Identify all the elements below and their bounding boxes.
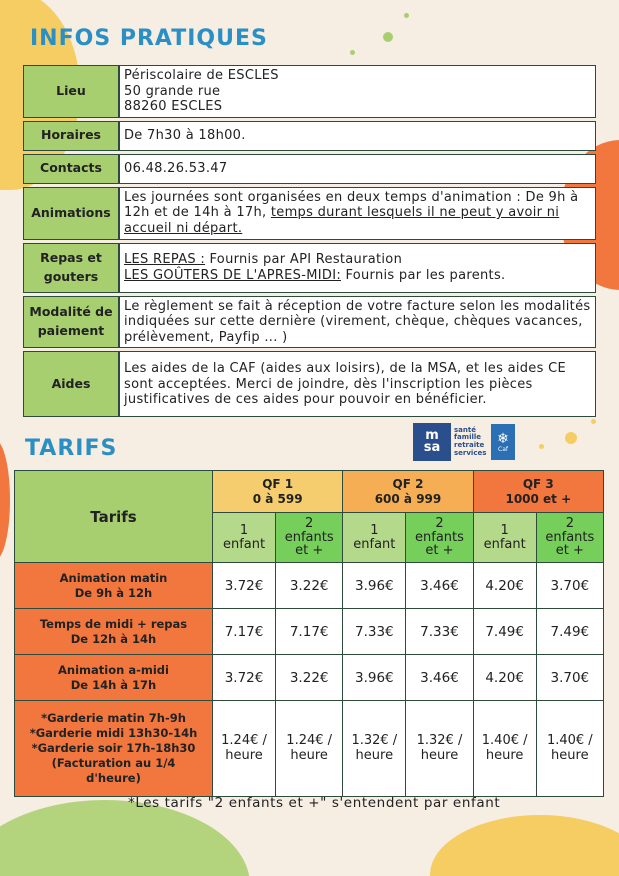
decorative-orange-blob-left <box>0 440 10 560</box>
tarifs-header-row <box>15 471 604 513</box>
decorative-green-blob <box>0 800 250 876</box>
price-cell: 3.22€ <box>276 563 343 609</box>
sub-one-child: 1 enfant <box>473 513 536 563</box>
tarifs-footnote: *Les tarifs "2 enfants et +" s'entendent par enfant <box>128 795 501 811</box>
caf-logo: ❄ Caf <box>491 424 515 460</box>
price-cell: 1.24€ / heure <box>276 701 343 797</box>
info-value: Les journées sont organisées en deux temps d'animation : De 9h à 12h et de 14h à 17h, temps durant lesquels il ne peut y avoir ni accueil ni départ. <box>119 187 596 240</box>
price-cell: 1.24€ / heure <box>213 701 276 797</box>
info-row-repas <box>23 243 596 293</box>
tarifs-table <box>14 470 604 797</box>
price-cell: 1.32€ / heure <box>343 701 406 797</box>
price-cell: 4.20€ <box>473 563 536 609</box>
sub-two-children: 2 enfants et + <box>536 513 603 563</box>
price-cell: 3.70€ <box>536 655 603 701</box>
price-cell: 3.72€ <box>213 563 276 609</box>
snowflake-icon: ❄ <box>497 430 509 447</box>
info-value: Le règlement se fait à réception de votre facture selon les modalités indiquées sur cette dernière (virement, chèque, chèques vacances, prélèvement, Payfip ... ) <box>119 296 596 349</box>
info-label: Contacts <box>23 154 119 184</box>
info-row-modalite <box>23 296 596 349</box>
info-row-lieu <box>23 65 596 118</box>
price-cell: 3.96€ <box>343 563 406 609</box>
info-label: Repas et gouters <box>23 243 119 293</box>
info-label: Horaires <box>23 121 119 151</box>
info-value: 06.48.26.53.47 <box>119 154 596 184</box>
price-cell: 3.72€ <box>213 655 276 701</box>
info-row-horaires <box>23 121 596 151</box>
price-cell: 3.70€ <box>536 563 603 609</box>
decorative-dot <box>350 50 355 55</box>
sub-one-child: 1 enfant <box>213 513 276 563</box>
decorative-dot <box>404 13 409 18</box>
price-cell: 3.46€ <box>406 563 473 609</box>
tarif-row-label: Animation a-midi De 14h à 17h <box>15 655 213 701</box>
price-cell: 7.17€ <box>276 609 343 655</box>
info-value: LES REPAS : Fournis par API Restauration LES GOÛTERS DE L'APRES-MIDI: Fournis par les parents. <box>119 243 596 293</box>
tarif-row-garderie <box>15 701 604 797</box>
qf2-header: QF 2 600 à 999 <box>343 471 473 513</box>
tarifs-corner: Tarifs <box>15 471 213 563</box>
price-cell: 7.33€ <box>406 609 473 655</box>
tarif-row <box>15 563 604 609</box>
info-label: Aides <box>23 351 119 417</box>
msa-logo: m sa <box>413 423 451 461</box>
decorative-dot <box>539 444 544 449</box>
sub-one-child: 1 enfant <box>343 513 406 563</box>
infos-heading: INFOS PRATIQUES <box>30 26 268 51</box>
qf3-header: QF 3 1000 et + <box>473 471 603 513</box>
decorative-dot <box>383 32 393 42</box>
price-cell: 3.46€ <box>406 655 473 701</box>
price-cell: 1.40€ / heure <box>536 701 603 797</box>
tarif-row <box>15 655 604 701</box>
tarifs-heading: TARIFS <box>25 436 118 461</box>
garderie-label: *Garderie matin 7h-9h *Garderie midi 13h30-14h *Garderie soir 17h-18h30 (Facturation au 1/4 d'heure) <box>15 701 213 797</box>
info-label: Lieu <box>23 65 119 118</box>
info-value: De 7h30 à 18h00. <box>119 121 596 151</box>
info-value: Périscolaire de ESCLES 50 grande rue 88260 ESCLES <box>119 65 596 118</box>
msa-logo-text: santé famille retraite services <box>454 425 487 457</box>
decorative-dot <box>565 432 577 444</box>
decorative-yellow-blob-bottom <box>430 815 619 876</box>
price-cell: 7.17€ <box>213 609 276 655</box>
sub-two-children: 2 enfants et + <box>406 513 473 563</box>
price-cell: 3.22€ <box>276 655 343 701</box>
infos-table <box>23 62 596 420</box>
info-row-aides <box>23 351 596 417</box>
price-cell: 1.32€ / heure <box>406 701 473 797</box>
msa-caf-logo <box>413 423 517 461</box>
tarif-row-label: Animation matin De 9h à 12h <box>15 563 213 609</box>
qf1-header: QF 1 0 à 599 <box>213 471 343 513</box>
price-cell: 7.49€ <box>536 609 603 655</box>
price-cell: 7.49€ <box>473 609 536 655</box>
info-value: Les aides de la CAF (aides aux loisirs), de la MSA, et les aides CE sont acceptées. Merci de joindre, dès l'inscription les pièces justificatives de ces aides pour pouvoir en bénéficier. <box>119 351 596 417</box>
tarif-row-label: Temps de midi + repas De 12h à 14h <box>15 609 213 655</box>
info-label: Animations <box>23 187 119 240</box>
sub-two-children: 2 enfants et + <box>276 513 343 563</box>
tarif-row <box>15 609 604 655</box>
price-cell: 7.33€ <box>343 609 406 655</box>
info-row-contacts <box>23 154 596 184</box>
price-cell: 3.96€ <box>343 655 406 701</box>
price-cell: 1.40€ / heure <box>473 701 536 797</box>
info-row-animations <box>23 187 596 240</box>
price-cell: 4.20€ <box>473 655 536 701</box>
info-label: Modalité de paiement <box>23 296 119 349</box>
